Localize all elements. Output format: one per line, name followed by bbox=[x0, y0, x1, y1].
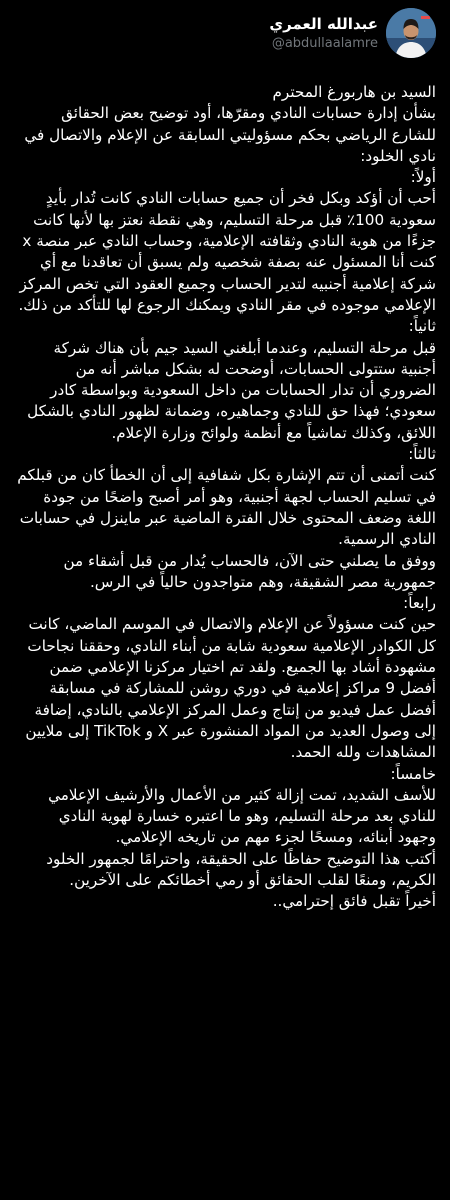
post-paragraph: أخيراً تقبل فائق إحترامي.. bbox=[272, 892, 436, 911]
post-paragraph: بشأن إدارة حسابات النادي ومقرّها، أود توضيح بعض الحقائق للشارع الرياضي بحكم مسؤوليتي السابقة عن الإعلام والاتصال في نادي الخلود: bbox=[24, 104, 436, 165]
user-avatar-icon[interactable] bbox=[386, 8, 436, 58]
post-paragraph: أكتب هذا التوضيح حفاظًا على الحقيقة، واحترامًا لجمهور الخلود الكريم، ومنعًا لقلب الحقائق أو رمي أخطائكم على الآخرين. bbox=[46, 849, 436, 889]
user-info bbox=[269, 15, 378, 52]
post-paragraph: حين كنت مسؤولاً عن الإعلام والاتصال في الموسم الماضي، كانت كل الكوادر الإعلامية سعودية شابة من أبناء النادي، وحققنا نجاحات مشهودة أشاد بها الجميع. ولقد تم اختيار مركزنا الإعلامي ضمن أفضل 9 مراكز إعلامية في دوري روشن للمشاركة في مسابقة أفضل عمل فيديو من إنتاج وعمل المركز الإعلامي بالنادي، إضافة إلى وصول العديد من المواد المنشورة عبر X و TikTok إلى ملايين المشاهدات ولله الحمد. bbox=[25, 615, 436, 762]
post-paragraph: كنت أتمنى أن تتم الإشارة بكل شفافية إلى أن الخطأ كان من قبلكم في تسليم الحساب لجهة أجنبية، وهو أمر أصبح واضحًا من جودة اللغة وضعف المحتوى خلال الفترة الماضية عبر ماينزل في حسابات النادي الرسمية. bbox=[17, 466, 436, 549]
user-handle[interactable]: @abdullaalamre bbox=[271, 35, 378, 51]
post-text bbox=[16, 82, 436, 913]
post-paragraph: ثانياً: bbox=[408, 317, 436, 336]
post-paragraph: أولاً: bbox=[410, 168, 436, 187]
post-paragraph: قبل مرحلة التسليم، وعندما أبلغني السيد جيم بأن هناك شركة أجنبية ستتولى الحسابات، أوضحت له بشكل مباشر أنه من الضروري أن تدار الحسابات من داخل السعودية وبواسطة كادر سعودي؛ فهذا حق للنادي وجماهيره، وضمانة لظهور النادي بالشكل اللائق، وكذلك تماشياً مع أنظمة ولوائح وزارة الإعلام. bbox=[27, 338, 436, 442]
post-paragraph: للأسف الشديد، تمت إزالة كثير من الأعمال والأرشيف الإعلامي للنادي بعد مرحلة التسليم، وهو ما اعتبره خسارة لهوية النادي وجهود أبنائه، ومسحًا لجزء مهم من تاريخه الإعلامي. bbox=[48, 785, 436, 847]
post-paragraph: ووفق ما يصلني حتى الآن، فالحساب يُدار من قبل أشقاء من جمهورية مصر الشقيقة، وهم متواجدون حالياً في الرس. bbox=[63, 551, 436, 591]
display-name[interactable]: عبدالله العمري bbox=[269, 14, 378, 33]
post-paragraph: رابعاً: bbox=[403, 594, 436, 613]
post-paragraph: ثالثاً: bbox=[408, 445, 436, 464]
user-avatar-image bbox=[386, 8, 436, 58]
post-paragraph: خامساً: bbox=[390, 764, 436, 783]
post-paragraph: السيد بن هاربورغ المحترم bbox=[272, 83, 436, 101]
post-paragraph: أحب أن أؤكد وبكل فخر أن جميع حسابات النادي كانت تُدار بأيدٍ سعودية 100٪ قبل مرحلة التسليم، وهي نقطة نعتز بها لأنها كانت جزءًا من هوية النادي وثقافته الإعلامية، وحساب النادي عبر منصة x كنت أنا المسئول عنه بصفة شخصيه ولم يسبق أن تعاقدنا مع أي شركة إعلامية أجنبيه لتدير الحساب وجميع العقود التي تخص المركز الإعلامي موجوده في مقر النادي ويمكنك الرجوع لها للتأكد من ذلك. bbox=[18, 189, 436, 314]
post-header bbox=[269, 8, 436, 58]
